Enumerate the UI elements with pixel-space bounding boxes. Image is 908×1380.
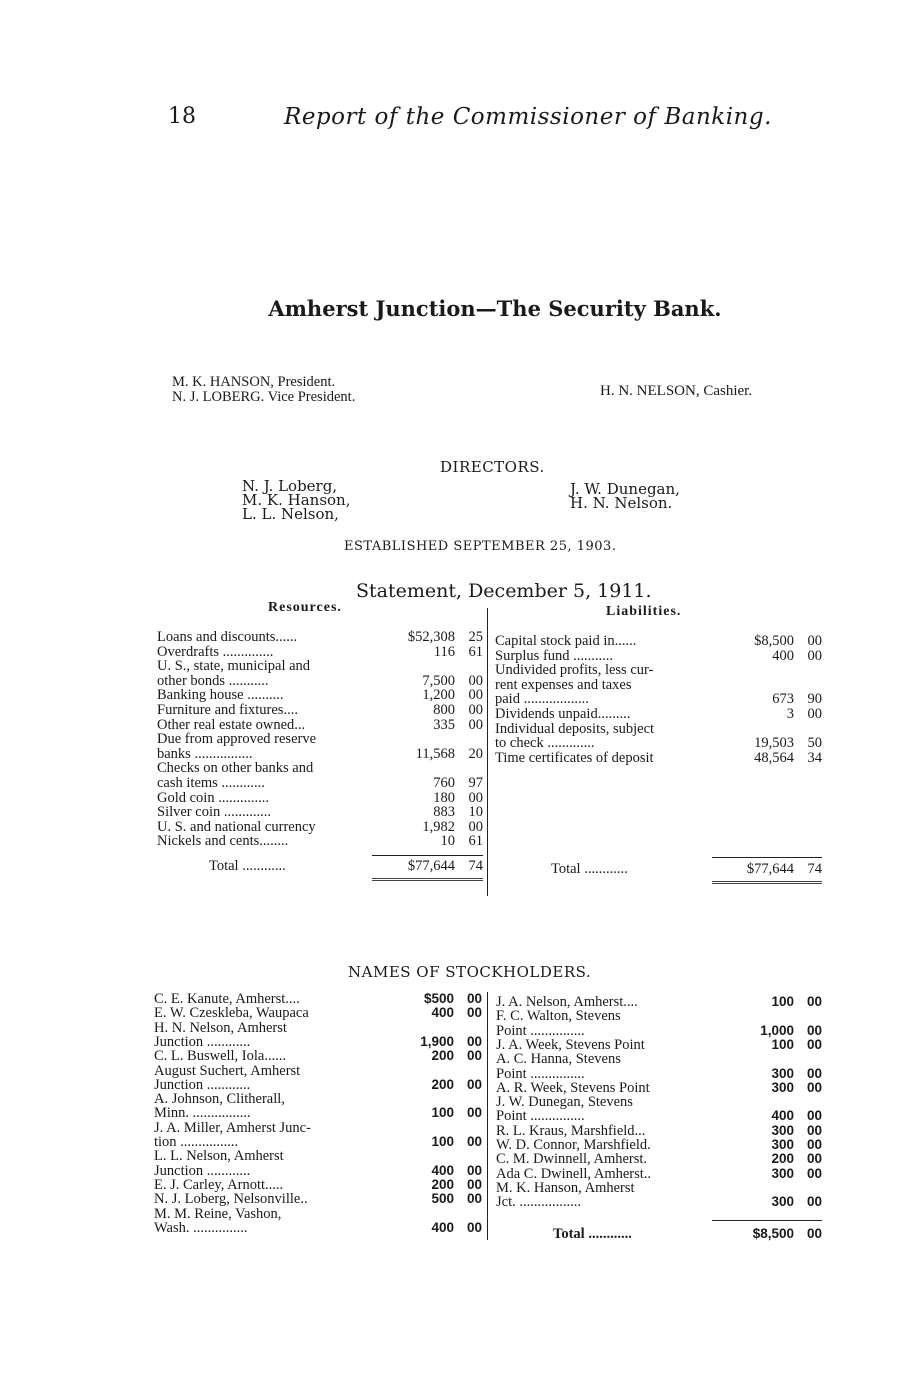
row-cents: 00 [806,1165,822,1181]
table-row [157,791,483,806]
row-cents: 00 [468,818,483,835]
total-dollars: $8,500 [752,1226,794,1241]
row-dollars: 673 [772,691,794,708]
row-label: Banking house .......... [157,687,284,704]
table-row [154,1092,482,1106]
table-row [157,674,483,689]
row-dollars: 200 [431,1176,454,1192]
row-label: Individual deposits, subject [495,720,655,737]
row-label: U. S., state, municipal and [157,658,311,675]
resources-total-row [157,858,483,874]
table-row [157,630,483,645]
table-row [154,1135,482,1149]
officer-cashier: H. N. NELSON, Cashier. [600,383,753,399]
row-dollars: $8,500 [754,633,794,649]
table-row [496,1138,822,1152]
row-dollars: 116 [433,643,455,660]
table-row [496,1038,822,1052]
liabilities-heading: Liabilities. [606,604,682,619]
row-label: Checks on other banks and [157,760,314,777]
row-dollars: 300 [771,1165,794,1181]
row-cents: 20 [468,745,483,762]
table-row [495,678,822,693]
table-row [154,1149,482,1163]
officer-vice-president: N. J. LOBERG. Vice President. [172,389,356,405]
row-label: Junction ............ [154,1033,251,1050]
row-label: Capital stock paid in...... [495,633,637,649]
row-label: Time certificates of deposit [495,749,654,766]
table-row [154,992,482,1006]
table-row [496,1124,822,1138]
table-row [154,1064,482,1078]
row-cents: 25 [468,629,483,645]
director-name: H. N. Nelson. [570,494,673,512]
row-cents: 61 [468,833,483,850]
table-row [495,736,822,751]
table-row [496,1152,822,1166]
table-row [496,1067,822,1081]
total-cents: 74 [807,861,822,877]
row-label: Ada C. Dwinell, Amherst.. [496,1165,652,1182]
row-dollars: $500 [423,991,454,1006]
row-cents: 00 [466,1176,482,1192]
row-cents: 00 [466,1191,482,1207]
table-row [496,995,822,1009]
row-dollars: 100 [431,1134,454,1149]
director-name: L. L. Nelson, [242,505,339,523]
table-row [154,1221,482,1235]
table-row [496,1024,822,1038]
row-cents: 00 [468,789,483,806]
row-label: J. A. Nelson, Amherst.... [496,994,638,1010]
table-row [154,1078,482,1092]
row-cents: 00 [807,706,822,722]
table-row [157,776,483,791]
column-divider [487,992,488,1240]
total-label: Total ............ [209,858,286,874]
table-row [157,688,483,703]
row-label: C. M. Dwinnell, Amherst. [496,1151,648,1168]
row-dollars: 400 [431,1219,454,1235]
row-label: R. L. Kraus, Marshfield... [496,1122,646,1139]
row-cents: 00 [806,1122,822,1138]
row-label: H. N. Nelson, Amherst [154,1019,287,1036]
table-row [495,663,822,678]
table-row [495,751,822,766]
row-label: Due from approved reserve [157,731,317,748]
director-name: J. W. Dunegan, [570,480,680,498]
row-dollars: 100 [771,994,794,1009]
row-label: rent expenses and taxes [495,676,632,693]
table-row [154,1106,482,1120]
table-row [154,1121,482,1135]
row-cents: 00 [466,1219,482,1235]
row-cents: 00 [466,1076,482,1092]
row-dollars: 1,000 [760,1022,794,1038]
row-dollars: 300 [771,1194,794,1210]
row-dollars: 400 [771,1108,794,1124]
double-rule [372,878,483,881]
column-divider [487,608,488,896]
row-label: Point ............... [496,1065,585,1082]
row-label: J. A. Miller, Amherst Junc- [154,1119,311,1136]
row-cents: 00 [466,1048,482,1064]
row-dollars: 180 [433,789,455,806]
row-label: Silver coin ............. [157,804,271,821]
table-row [157,820,483,835]
row-dollars: 7,500 [422,672,455,689]
row-label: Junction ............ [154,1076,251,1093]
row-label: Dividends unpaid......... [495,706,631,722]
director-name: N. J. Loberg, [242,477,338,495]
row-label: W. D. Connor, Marshfield. [496,1137,651,1153]
row-cents: 97 [468,775,483,791]
row-cents: 00 [806,1194,822,1210]
row-dollars: 48,564 [754,749,794,766]
row-dollars: 400 [772,647,794,664]
row-cents: 00 [806,1151,822,1167]
row-cents: 00 [806,1079,822,1095]
table-row [157,747,483,762]
row-label: Jct. ................. [496,1194,581,1211]
row-cents: 00 [806,1022,822,1038]
table-row [154,1178,482,1192]
row-dollars: 1,200 [422,687,455,704]
bank-title: Amherst Junction—The Security Bank. [268,296,722,321]
row-label: cash items ............ [157,775,265,791]
row-dollars: 1,900 [420,1033,454,1049]
row-label: L. L. Nelson, Amherst [154,1148,284,1165]
total-label: Total ............ [553,1226,632,1242]
row-cents: 00 [468,687,483,704]
table-row [154,1021,482,1035]
table-row [495,707,822,722]
established-date: ESTABLISHED SEPTEMBER 25, 1903. [344,539,617,554]
row-dollars: 300 [771,1122,794,1138]
table-row [157,659,483,674]
row-cents: 00 [468,716,483,733]
table-row [496,1009,822,1023]
row-cents: 00 [807,647,822,664]
row-cents: 00 [466,1005,482,1021]
table-row [154,1192,482,1206]
stockholders-total-row [496,1226,822,1242]
row-dollars: 300 [771,1079,794,1095]
table-row [157,732,483,747]
row-cents: 00 [806,1137,822,1152]
table-row [157,703,483,718]
table-row [157,805,483,820]
row-label: Other real estate owned... [157,716,306,733]
row-dollars: 100 [431,1105,454,1121]
row-label: A. C. Hanna, Stevens [496,1051,621,1068]
row-dollars: 3 [786,706,794,722]
table-row [154,1049,482,1063]
total-cents: 74 [468,858,483,874]
table-row [496,1195,822,1209]
table-row [495,722,822,737]
total-dollars: $77,644 [746,861,794,877]
table-row [157,645,483,660]
running-title: Report of the Commissioner of Banking. [284,104,772,130]
table-row [496,1181,822,1195]
row-label: August Suchert, Amherst [154,1062,301,1079]
row-dollars: 400 [431,1005,454,1021]
row-label: Overdrafts .............. [157,643,274,660]
liabilities-total-row [495,861,822,877]
row-dollars: 800 [433,702,455,718]
statement-title: Statement, December 5, 1911. [356,580,652,602]
table-row [154,1006,482,1020]
table-row [154,1207,482,1221]
row-label: Gold coin .............. [157,789,269,806]
row-dollars: 883 [433,804,455,821]
row-cents: 00 [466,1105,482,1121]
table-row [495,634,822,649]
row-cents: 50 [807,735,822,752]
total-rule [712,857,822,858]
row-dollars: 10 [440,833,455,850]
row-label: N. J. Loberg, Nelsonville.. [154,1191,308,1208]
row-label: banks ................ [157,745,253,762]
row-cents: 00 [806,1108,822,1124]
row-label: Surplus fund ........... [495,647,614,664]
row-label: Undivided profits, less cur- [495,662,654,679]
row-label: Minn. ................ [154,1105,251,1122]
row-label: C. E. Kanute, Amherst.... [154,991,300,1007]
row-dollars: 200 [431,1048,454,1064]
row-dollars: 200 [771,1151,794,1167]
row-cents: 00 [806,1065,822,1081]
row-label: tion ................ [154,1134,239,1150]
row-label: Point ............... [496,1108,585,1125]
row-cents: 00 [806,1036,822,1052]
row-label: A. Johnson, Clitherall, [154,1091,285,1108]
table-row [495,692,822,707]
row-cents: 00 [466,1033,482,1049]
total-cents: 00 [806,1226,822,1241]
row-cents: 10 [468,804,483,821]
row-label: J. W. Dunegan, Stevens [496,1094,633,1111]
row-label: Nickels and cents........ [157,833,289,850]
double-rule [712,881,822,884]
row-label: to check ............. [495,735,595,752]
row-label: M. K. Hanson, Amherst [496,1179,635,1196]
row-dollars: 335 [433,716,455,733]
row-cents: 00 [468,672,483,689]
row-cents: 34 [807,749,822,766]
officer-president: M. K. HANSON, President. [172,374,336,390]
row-dollars: 1,982 [422,818,455,835]
row-label: A. R. Week, Stevens Point [496,1079,650,1096]
row-dollars: 200 [431,1076,454,1092]
row-cents: 00 [468,702,483,718]
directors-heading: DIRECTORS. [440,458,545,476]
total-label: Total ............ [551,861,628,877]
row-dollars: 19,503 [754,735,794,752]
director-name: M. K. Hanson, [242,491,351,509]
table-row [495,649,822,664]
table-row [496,1109,822,1123]
table-row [157,834,483,849]
row-cents: 00 [466,1134,482,1149]
row-dollars: 300 [771,1137,794,1152]
row-label: Junction ............ [154,1162,251,1179]
row-label: C. L. Buswell, Iola...... [154,1048,287,1065]
row-dollars: 300 [771,1065,794,1081]
total-dollars: $77,644 [407,858,455,874]
row-dollars: $52,308 [407,629,455,645]
table-row [154,1035,482,1049]
row-label: other bonds ........... [157,672,269,689]
page-number: 18 [168,104,196,129]
table-row [157,718,483,733]
table-row [496,1081,822,1095]
row-dollars: 500 [431,1191,454,1207]
total-rule [712,1220,822,1221]
row-label: E. W. Czeskleba, Waupaca [154,1005,309,1022]
row-dollars: 400 [431,1162,454,1178]
row-cents: 00 [806,994,822,1009]
row-label: Wash. ............... [154,1219,248,1236]
row-label: U. S. and national currency [157,818,316,835]
table-row [154,1164,482,1178]
row-label: Point ............... [496,1022,585,1039]
stockholders-heading: NAMES OF STOCKHOLDERS. [348,963,592,981]
resources-heading: Resources. [268,600,342,615]
row-label: paid .................. [495,691,589,708]
row-label: F. C. Walton, Stevens [496,1008,621,1025]
row-cents: 61 [468,643,483,660]
table-row [496,1095,822,1109]
row-cents: 90 [807,691,822,708]
row-label: J. A. Week, Stevens Point [496,1036,645,1053]
row-label: M. M. Reine, Vashon, [154,1205,282,1222]
table-row [496,1167,822,1181]
row-label: Loans and discounts...... [157,629,298,645]
row-cents: 00 [466,991,482,1006]
row-dollars: 11,568 [415,745,455,762]
total-rule [372,855,483,856]
row-label: Furniture and fixtures.... [157,702,298,718]
row-label: E. J. Carley, Arnott..... [154,1176,284,1193]
row-cents: 00 [466,1162,482,1178]
table-row [496,1052,822,1066]
row-cents: 00 [807,633,822,649]
row-dollars: 760 [433,775,455,791]
table-row [157,761,483,776]
row-dollars: 100 [771,1036,794,1052]
